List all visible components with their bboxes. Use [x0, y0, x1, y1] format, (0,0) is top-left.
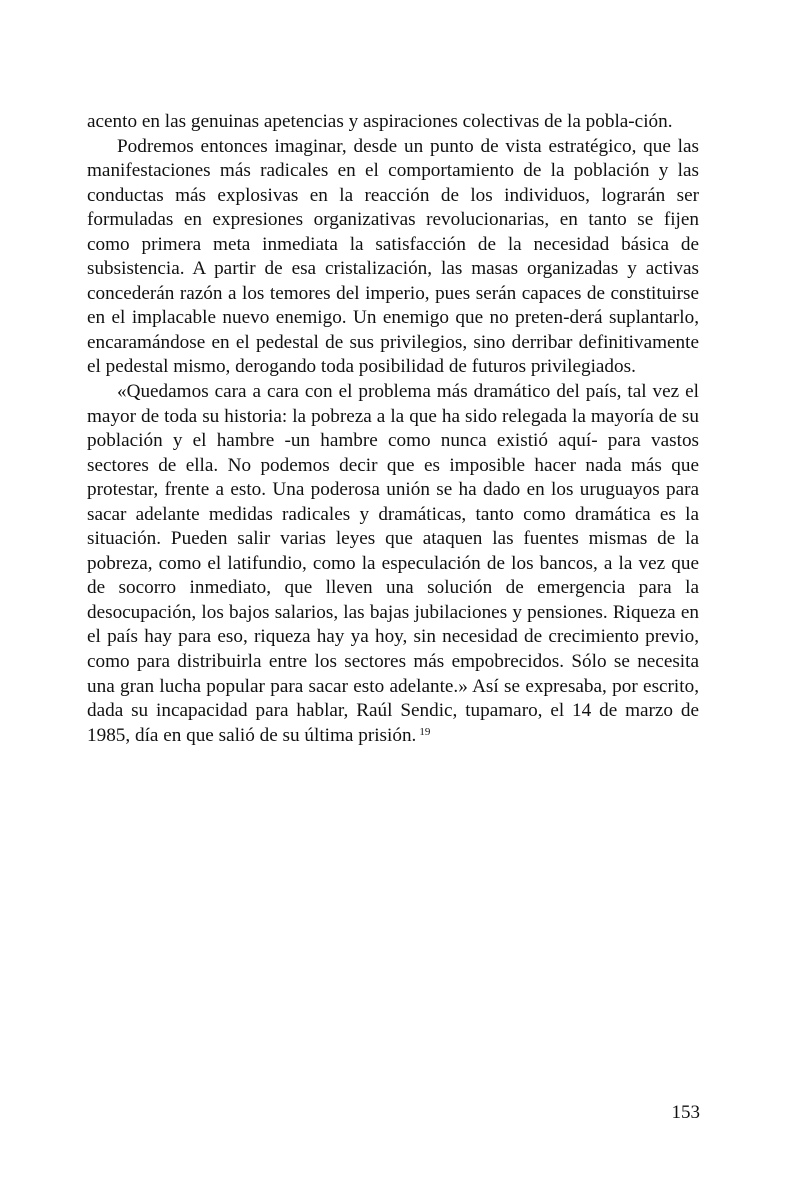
- body-text: [87, 110, 699, 748]
- footnote-reference: 19: [419, 725, 431, 738]
- paragraph-quote-sendic: [87, 380, 699, 748]
- page-number: 153: [671, 1102, 700, 1123]
- quote-text: «Quedamos cara a cara con el problema más dramático del país, tal vez el mayor de toda su historia: la pobreza a la que ha sido relegada la mayoría de su población y el hambre -un hambre como nunca existió aquí- para vastos sectores de ella. No podemos decir que es imposible hacer nada más que protestar, frente a esto. Una poderosa unión se ha dado en los uruguayos para sacar adelante medidas radicales y dramáticas, tanto como dramática es la situación. Pueden salir varias leyes que ataquen las fuentes mismas de la pobreza, como el latifundio, como la especulación de los bancos, a la vez que de socorro inmediato, que lleven una solución de emergencia para la desocupación, los bajos salarios, las bajas jubilaciones y pensiones. Riqueza en el país hay para eso, riqueza hay ya hoy, sin necesidad de crecimiento previo, como para distribuirla entre los sectores más empobrecidos. Sólo se necesita una gran lucha popular para sacar esto adelante.» Así se expresaba, por escrito, dada su incapacidad para hablar, Raúl Sendic, tupamaro, el 14 de marzo de 1985, día en que salió de su última prisión.: [87, 381, 699, 746]
- paragraph-strategic-view: Podremos entonces imaginar, desde un punto de vista estratégico, que las manifestaciones más radicales en el comportamiento de la población y las conductas más explosivas en la reacción de los individuos, lograrán ser formuladas en expresiones organizativas revolucionarias, en tanto se fijen como primera meta inmediata la satisfacción de la necesidad básica de subsistencia. A partir de esa cristalización, las masas organizadas y activas concederán razón a los temores del imperio, pues serán capaces de constituirse en el implacable nuevo enemigo. Un enemigo que no preten-derá suplantarlo, encaramándose en el pedestal de sus privilegios, sino derribar definitivamente el pedestal mismo, derogando toda posibilidad de futuros privilegiados.: [87, 135, 699, 378]
- paragraph-continuation: acento en las genuinas apetencias y aspiraciones colectivas de la pobla-ción.: [87, 111, 673, 132]
